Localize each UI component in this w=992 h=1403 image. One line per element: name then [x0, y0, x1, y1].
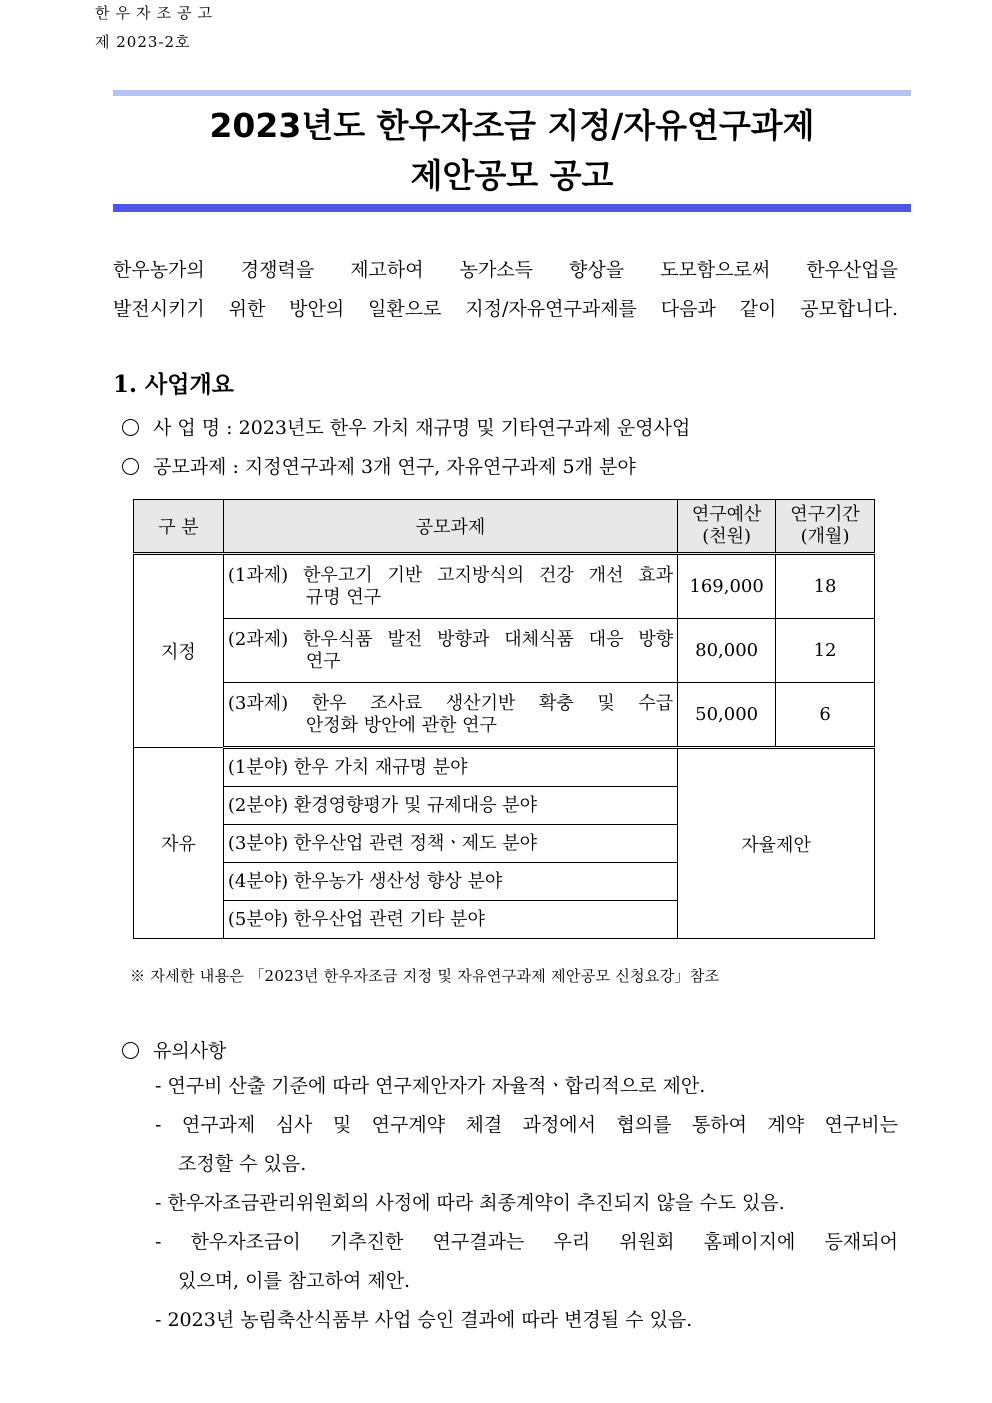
circle-bullet-icon	[122, 1042, 139, 1059]
task-cell: (1과제) 한우고기 기반 고지방식의 건강 개선 효과 규명 연구	[223, 554, 677, 619]
header-org: 한우자조공고	[95, 4, 218, 22]
table-row	[134, 619, 875, 683]
budget-cell: 169,000	[678, 554, 776, 619]
header-task: 공모과제	[223, 500, 677, 554]
bullet-business-name	[122, 413, 690, 440]
free-proposal-cell: 자율제안	[678, 748, 875, 939]
bullet-text: 공모과제 : 지정연구과제 3개 연구, 자유연구과제 5개 분야	[153, 456, 636, 478]
budget-cell: 50,000	[678, 683, 776, 748]
title-top-rule	[113, 90, 911, 96]
category-designated: 지정	[134, 554, 224, 748]
caution-item: - 한우자조금관리위원회의 사정에 따라 최종계약이 추진되지 않을 수도 있음.	[155, 1192, 785, 1214]
page-title-line1: 2023년도 한우자조금 지정/자유연구과제	[209, 106, 815, 145]
field-cell: (4분야) 한우농가 생산성 향상 분야	[223, 863, 677, 901]
intro-line1: 한우농가의 경쟁력을 제고하여 농가소득 향상을 도모함으로써 한우산업을	[113, 259, 898, 281]
caution-item: - 연구과제 심사 및 연구계약 체결 과정에서 협의를 통하여 계약 연구비는 조정할 수 있음.	[155, 1114, 898, 1175]
category-free: 자유	[134, 748, 224, 939]
circle-bullet-icon	[122, 458, 139, 475]
caution-item: - 연구비 산출 기준에 따라 연구제안자가 자율적ㆍ합리적으로 제안.	[155, 1075, 706, 1097]
period-cell: 6	[776, 683, 875, 748]
bullet-text: 유의사항	[153, 1040, 227, 1062]
table-header-row	[134, 500, 875, 554]
period-cell: 12	[776, 619, 875, 683]
table-row	[134, 554, 875, 619]
header-number: 제 2023-2호	[95, 33, 191, 51]
section-title: 1. 사업개요	[113, 371, 234, 398]
page-title-line2: 제안공모 공고	[410, 156, 614, 195]
circle-bullet-icon	[122, 419, 139, 436]
bullet-task-summary	[122, 452, 636, 479]
task-cell: (2과제) 한우식품 발전 방향과 대체식품 대응 방향 연구	[223, 619, 677, 683]
intro-line2: 발전시키기 위한 방안의 일환으로 지정/자유연구과제를 다음과 같이 공모합니다.	[113, 298, 898, 320]
caution-item: - 한우자조금이 기추진한 연구결과는 우리 위원회 홈페이지에 등재되어 있으며, 이를 참고하여 제안.	[155, 1231, 898, 1292]
header-budget: 연구예산 (천원)	[678, 500, 776, 554]
bullet-cautions	[122, 1036, 226, 1063]
task-cell: (3과제) 한우 조사료 생산기반 확충 및 수급 안정화 방안에 관한 연구	[223, 683, 677, 748]
table-row	[134, 748, 875, 787]
field-cell: (5분야) 한우산업 관련 기타 분야	[223, 901, 677, 939]
field-cell: (3분야) 한우산업 관련 정책ㆍ제도 분야	[223, 825, 677, 863]
task-table	[133, 499, 875, 939]
header-period: 연구기간 (개월)	[776, 500, 875, 554]
period-cell: 18	[776, 554, 875, 619]
field-cell: (1분야) 한우 가치 재규명 분야	[223, 748, 677, 787]
field-cell: (2분야) 환경영향평가 및 규제대응 분야	[223, 787, 677, 825]
bullet-text: 사 업 명 : 2023년도 한우 가치 재규명 및 기타연구과제 운영사업	[153, 417, 691, 439]
title-bottom-rule	[113, 204, 911, 212]
budget-cell: 80,000	[678, 619, 776, 683]
reference-note: ※ 자세한 내용은 「2023년 한우자조금 지정 및 자유연구과제 제안공모 신청요강」참조	[130, 967, 720, 985]
table-row	[134, 683, 875, 748]
caution-item: - 2023년 농림축산식품부 사업 승인 결과에 따라 변경될 수 있음.	[155, 1309, 693, 1331]
header-category: 구 분	[134, 500, 224, 554]
